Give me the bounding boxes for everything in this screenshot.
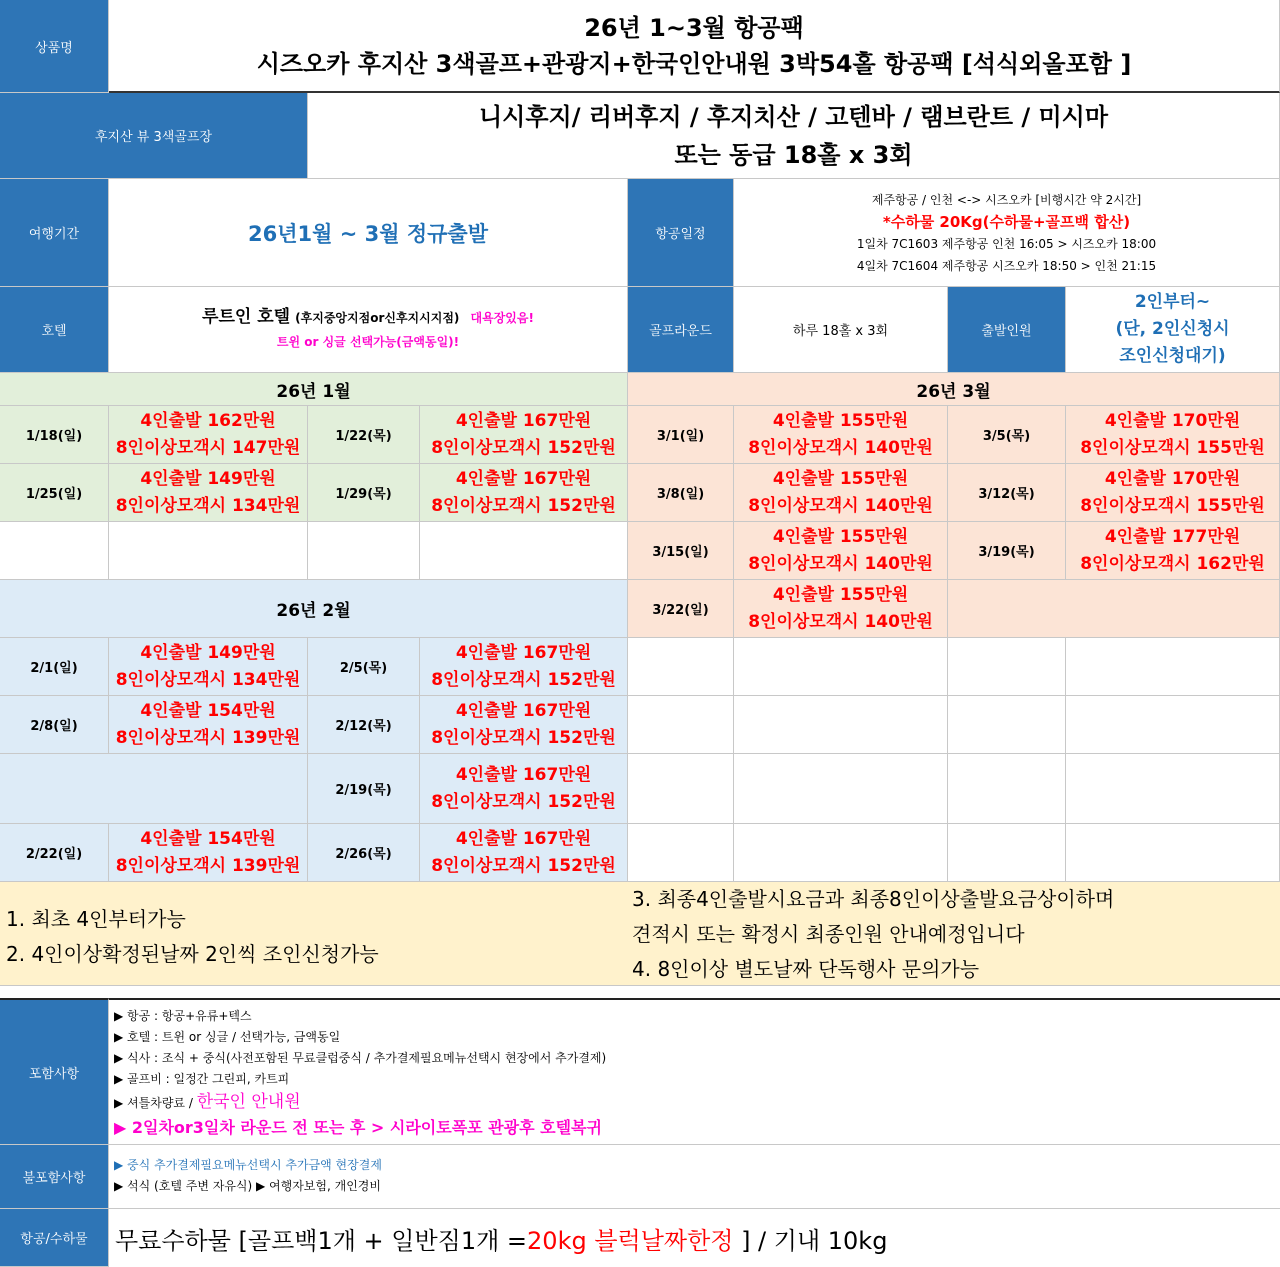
- price-cell: 4인출발 167만원 8인이상모객시 152만원: [420, 696, 628, 754]
- date-cell: 1/29(목): [308, 464, 420, 522]
- price-cell: 4인출발 149만원 8인이상모객시 134만원: [109, 464, 308, 522]
- included-line-5b: 한국인 안내원: [196, 1092, 301, 1112]
- empty-cell: [1066, 754, 1280, 824]
- empty-cell: [1066, 696, 1280, 754]
- excluded-line-2: ▶ 석식 (호텔 주변 자유식) ▶ 여행자보험, 개인경비: [114, 1179, 381, 1193]
- included-line-2: ▶ 호텔 : 트윈 or 싱글 / 선택가능, 금액동일: [114, 1030, 341, 1044]
- date-cell: 2/22(일): [0, 824, 109, 882]
- price-cell: 4인출발 167만원 8인이상모객시 152만원: [420, 754, 628, 824]
- notes-box: [0, 882, 1280, 986]
- empty-cell: [734, 696, 948, 754]
- flight-info: [734, 179, 1280, 287]
- date-cell: 3/12(목): [948, 464, 1066, 522]
- empty-cell: [948, 754, 1066, 824]
- price-cell: 4인출발 155만원 8인이상모객시 140만원: [734, 464, 948, 522]
- departure-line-2: (단, 2인신청시: [1115, 319, 1230, 339]
- date-cell: 3/5(목): [948, 406, 1066, 464]
- flight-day4: 4일차 7C1604 제주항공 시즈오카 18:50 > 인천 21:15: [856, 258, 1157, 273]
- note-1: 1. 최초 4인부터가능: [6, 907, 186, 931]
- departure-line-3: 조인신청대기): [1119, 346, 1226, 366]
- hotel-label: 호텔: [0, 287, 109, 373]
- hotel-room: 트윈 or 싱글 선택가능(금액동일)!: [276, 335, 460, 349]
- empty-cell: [734, 638, 948, 696]
- golf-round-label: 골프라운드: [628, 287, 734, 373]
- price-cell: 4인출발 170만원 8인이상모객시 155만원: [1066, 464, 1280, 522]
- price-cell: 4인출발 167만원 8인이상모객시 152만원: [420, 824, 628, 882]
- excluded-line-1: ▶ 중식 추가결제필요메뉴선택시 추가금액 현장결제: [114, 1158, 382, 1172]
- included-line-1: ▶ 항공 : 항공+유류+텍스: [114, 1009, 252, 1023]
- product-title: [109, 0, 1280, 93]
- included-line-5a: ▶ 셔틀차량료 /: [114, 1096, 197, 1110]
- date-cell: 1/25(일): [0, 464, 109, 522]
- courses-line-1: 니시후지/ 리버후지 / 후지치산 / 고텐바 / 램브란트 / 미시마: [478, 102, 1109, 131]
- date-cell: 2/12(목): [308, 696, 420, 754]
- price-cell: 4인출발 167만원 8인이상모객시 152만원: [420, 406, 628, 464]
- date-cell: 1/22(목): [308, 406, 420, 464]
- empty-cell: [308, 522, 420, 580]
- hotel-branch: (후지중앙지점or신후지시지점): [295, 311, 460, 325]
- empty-cell: [948, 638, 1066, 696]
- date-cell: 1/18(일): [0, 406, 109, 464]
- hotel-name: 루트인 호텔: [202, 307, 291, 327]
- excluded-list: [109, 1145, 1280, 1209]
- price-cell: 4인출발 149만원 8인이상모객시 134만원: [109, 638, 308, 696]
- departure-value: [1066, 287, 1280, 373]
- month-header-feb: 26년 2월: [0, 580, 628, 638]
- price-cell: 4인출발 155만원 8인이상모객시 140만원: [734, 580, 948, 638]
- period-value: 26년1월 ~ 3월 정규출발: [109, 179, 628, 287]
- date-cell: 2/8(일): [0, 696, 109, 754]
- empty-cell: [628, 638, 734, 696]
- title-line-2: 시즈오카 후지산 3색골프+관광지+한국인안내원 3박54홀 항공팩 [석식외올포함 ]: [256, 49, 1132, 78]
- notes-right: [632, 882, 1114, 987]
- empty-cell: [734, 754, 948, 824]
- date-cell: 3/8(일): [628, 464, 734, 522]
- empty-cell: [628, 754, 734, 824]
- note-3a: 3. 최종4인출발시요금과 최종8인이상출발요금상이하며: [632, 887, 1115, 911]
- month-header-mar: 26년 3월: [628, 373, 1280, 406]
- hotel-bath: 대욕장있음!: [470, 311, 534, 325]
- price-cell: 4인출발 167만원 8인이상모객시 152만원: [420, 464, 628, 522]
- title-line-1: 26년 1~3월 항공팩: [584, 13, 804, 42]
- flight-baggage: *수하물 20Kg(수하물+골프백 합산): [882, 212, 1131, 231]
- included-line-4: ▶ 골프비 : 일정간 그린피, 카트피: [114, 1072, 290, 1086]
- price-cell: 4인출발 154만원 8인이상모객시 139만원: [109, 824, 308, 882]
- flight-day1: 1일차 7C1603 제주항공 인천 16:05 > 시즈오카 18:00: [856, 236, 1157, 251]
- price-cell: 4인출발 155만원 8인이상모객시 140만원: [734, 406, 948, 464]
- price-cell: 4인출발 162만원 8인이상모객시 147만원: [109, 406, 308, 464]
- note-2: 2. 4인이상확정된날짜 2인씩 조인신청가능: [6, 942, 379, 966]
- empty-cell: [948, 696, 1066, 754]
- flight-label: 항공일정: [628, 179, 734, 287]
- empty-cell: [0, 522, 109, 580]
- price-cell: 4인출발 154만원 8인이상모객시 139만원: [109, 696, 308, 754]
- empty-cell: [420, 522, 628, 580]
- included-list: [109, 998, 1280, 1145]
- note-4: 4. 8인이상 별도날짜 단독행사 문의가능: [632, 957, 980, 981]
- date-cell: 2/1(일): [0, 638, 109, 696]
- course-label: 후지산 뷰 3색골프장: [0, 93, 308, 179]
- included-line-3: ▶ 식사 : 조식 + 중식(사전포함된 무료클럽중식 / 추가결제필요메뉴선택시 현장에서 추가결제): [114, 1051, 607, 1065]
- empty-cell: [628, 696, 734, 754]
- hotel-info: [109, 287, 628, 373]
- empty-cell: [628, 824, 734, 882]
- empty-cell: [948, 824, 1066, 882]
- date-cell: 3/22(일): [628, 580, 734, 638]
- month-header-jan: 26년 1월: [0, 373, 628, 406]
- empty-cell: [109, 522, 308, 580]
- date-cell: 2/19(목): [308, 754, 420, 824]
- empty-cell: [948, 580, 1280, 638]
- courses-line-2: 또는 동급 18홀 x 3회: [674, 140, 913, 169]
- included-label: 포함사항: [0, 998, 109, 1145]
- price-cell: 4인출발 177만원 8인이상모객시 162만원: [1066, 522, 1280, 580]
- baggage-text-b: 20kg 블럭날짜한정: [527, 1226, 734, 1255]
- period-label: 여행기간: [0, 179, 109, 287]
- product-label: 상품명: [0, 0, 109, 93]
- baggage-value: [109, 1209, 1280, 1267]
- flight-route: 제주항공 / 인천 <-> 시즈오카 [비행시간 약 2시간]: [871, 192, 1142, 207]
- empty-cell: [0, 754, 308, 824]
- price-cell: 4인출발 167만원 8인이상모객시 152만원: [420, 638, 628, 696]
- excluded-label: 불포함사항: [0, 1145, 109, 1209]
- departure-label: 출발인원: [948, 287, 1066, 373]
- course-list: [308, 93, 1280, 179]
- date-cell: 3/19(목): [948, 522, 1066, 580]
- golf-round-value: 하루 18홀 x 3회: [734, 287, 948, 373]
- price-cell: 4인출발 170만원 8인이상모객시 155만원: [1066, 406, 1280, 464]
- departure-line-1: 2인부터~: [1134, 292, 1211, 312]
- baggage-label: 항공/수하물: [0, 1209, 109, 1267]
- empty-cell: [1066, 824, 1280, 882]
- date-cell: 3/15(일): [628, 522, 734, 580]
- empty-cell: [1066, 638, 1280, 696]
- empty-cell: [734, 824, 948, 882]
- notes-left: [6, 902, 379, 972]
- baggage-text-c: ] / 기내 10kg: [733, 1226, 888, 1255]
- included-line-6: ▶ 2일차or3일차 라운드 전 또는 후 > 시라이토폭포 관광후 호텔복귀: [114, 1118, 602, 1137]
- price-cell: 4인출발 155만원 8인이상모객시 140만원: [734, 522, 948, 580]
- baggage-text-a: 무료수하물 [골프백1개 + 일반짐1개 =: [115, 1226, 528, 1255]
- date-cell: 3/1(일): [628, 406, 734, 464]
- date-cell: 2/5(목): [308, 638, 420, 696]
- note-3b: 견적시 또는 확정시 최종인원 안내예정입니다: [632, 922, 1025, 946]
- date-cell: 2/26(목): [308, 824, 420, 882]
